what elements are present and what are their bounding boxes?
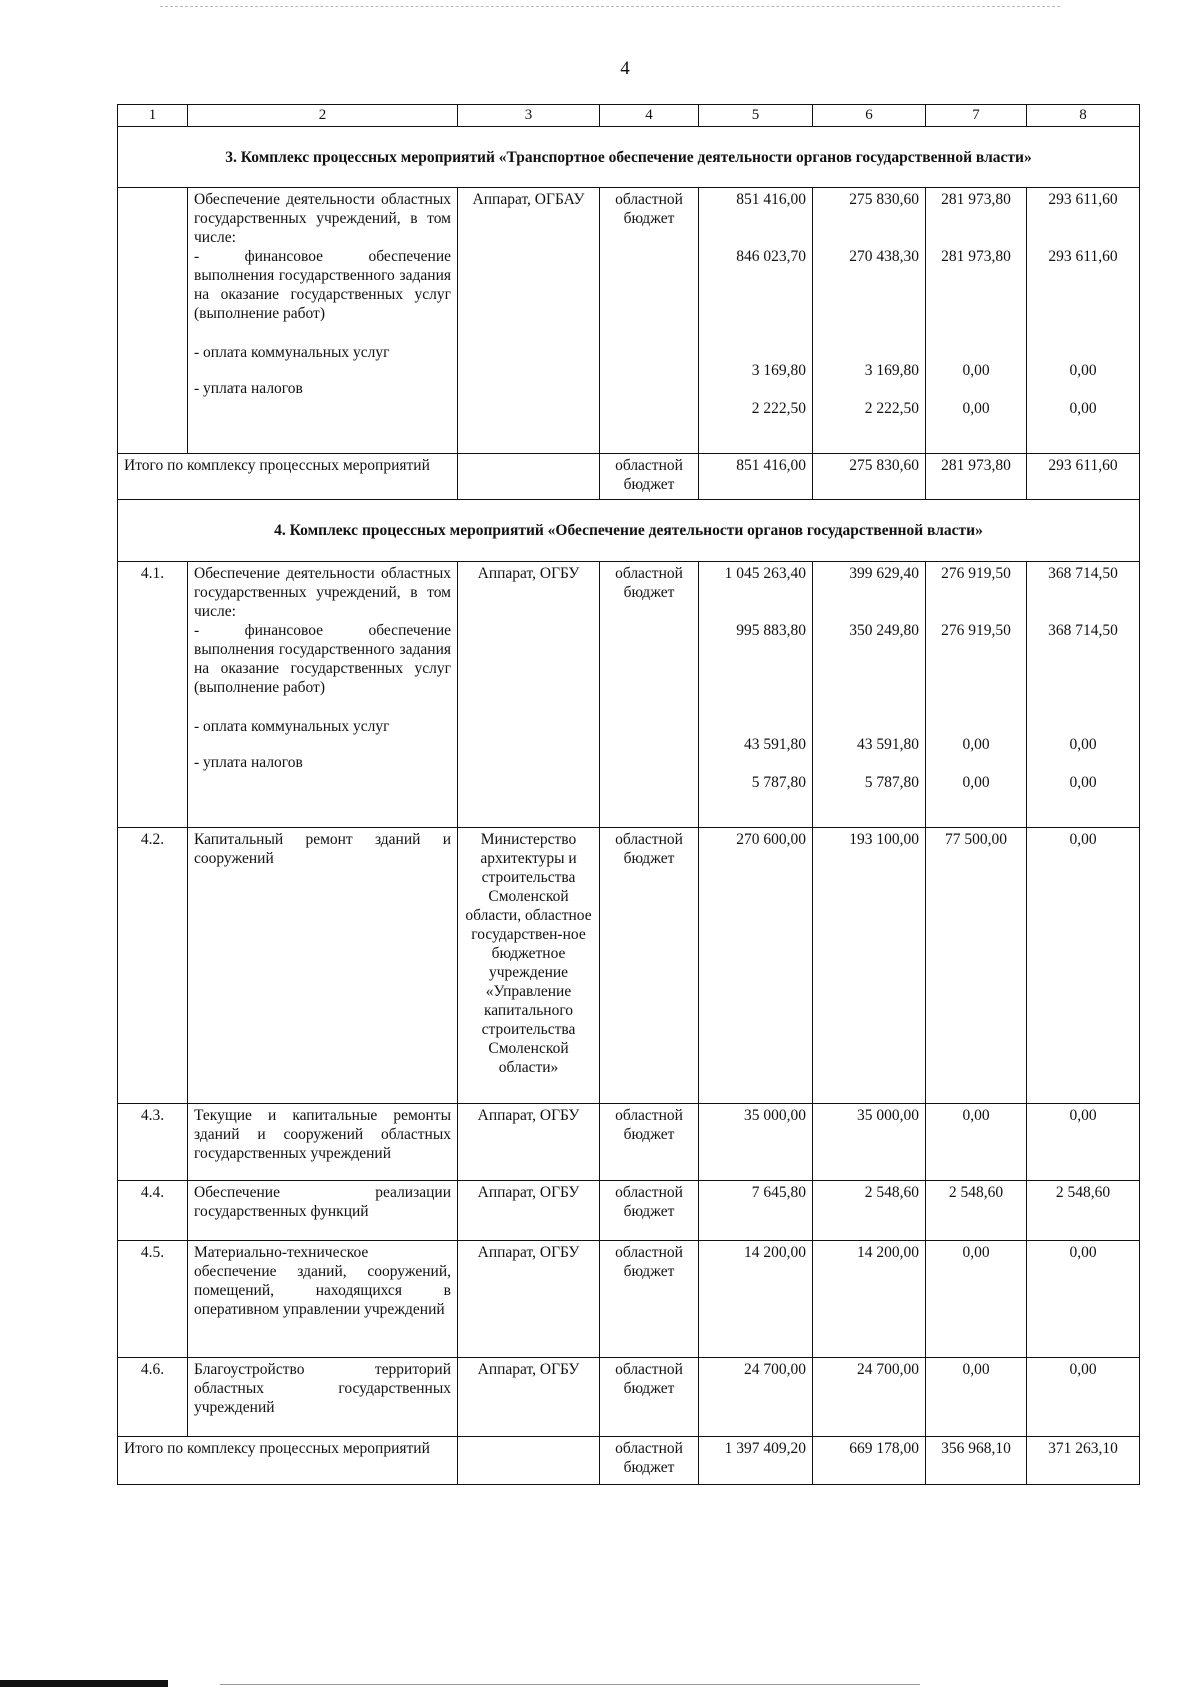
sub-activity-name: - уплата налогов <box>194 754 303 771</box>
sub-activity-name: - оплата коммунальных услуг <box>194 344 390 361</box>
source-cell: областной бюджет <box>600 562 699 828</box>
value-cell: 0,00 <box>1027 1104 1140 1181</box>
total-row <box>118 1437 1140 1485</box>
value-total: 276 919,50 <box>941 565 1011 582</box>
scan-artifact-bar <box>0 1680 168 1687</box>
value-sub: 350 249,80 <box>849 622 919 639</box>
value-total: 1 045 263,40 <box>724 565 806 582</box>
row-number: 4.1. <box>118 562 188 828</box>
value-total: 399 629,40 <box>849 565 919 582</box>
section-3-title: 3. Комплекс процессных мероприятий «Транспортное обеспечение деятельности органов государственной власти» <box>118 127 1140 188</box>
executor-cell: Аппарат, ОГБУ <box>458 1358 600 1437</box>
value-sub: 5 787,80 <box>864 774 919 791</box>
value-cell: 2 548,60 <box>926 1181 1027 1241</box>
source-cell: областной бюджет <box>600 1241 699 1358</box>
value-sub: 281 973,80 <box>941 248 1011 265</box>
executor-cell: Министерство архитектуры и строительства Смоленской области, областное государствен-ное бюджетное учреждение «Управление капитального строительства Смоленской области» <box>458 828 600 1104</box>
row-number: 4.5. <box>118 1241 188 1358</box>
value-sub: 0,00 <box>962 774 990 791</box>
value-sub: 2 222,50 <box>864 400 919 417</box>
budget-table <box>117 104 1140 1485</box>
value-cell-6 <box>813 188 926 454</box>
row-number: 4.2. <box>118 828 188 1104</box>
table-row <box>118 1181 1140 1241</box>
executor-cell: Аппарат, ОГБУ <box>458 1241 600 1358</box>
value-cell: 0,00 <box>1027 828 1140 1104</box>
activity-cell <box>188 188 458 454</box>
value-sub: 368 714,50 <box>1048 622 1118 639</box>
value-sub: 293 611,60 <box>1048 248 1118 265</box>
value-cell: 14 200,00 <box>813 1241 926 1358</box>
value-sub: 0,00 <box>962 362 990 379</box>
value-sub: 0,00 <box>1069 400 1097 417</box>
column-header: 7 <box>926 105 1027 127</box>
empty-cell <box>458 1437 600 1485</box>
value-sub: 276 919,50 <box>941 622 1011 639</box>
value-cell: 193 100,00 <box>813 828 926 1104</box>
table-row <box>118 562 1140 828</box>
section-title-row <box>118 127 1140 188</box>
activity-name: Обеспечение деятельности областных государственных учреждений, в том числе: <box>194 191 451 246</box>
value-sub: 2 222,50 <box>751 400 806 417</box>
value-cell-5 <box>699 188 813 454</box>
column-header: 2 <box>188 105 458 127</box>
sub-activity-name: - оплата коммунальных услуг <box>194 718 390 735</box>
row-number <box>118 188 188 454</box>
row-number: 4.3. <box>118 1104 188 1181</box>
value-cell: 35 000,00 <box>699 1104 813 1181</box>
executor-cell: Аппарат, ОГБАУ <box>458 188 600 454</box>
value-cell: 14 200,00 <box>699 1241 813 1358</box>
total-value: 851 416,00 <box>699 454 813 500</box>
column-header: 3 <box>458 105 600 127</box>
value-cell: 0,00 <box>1027 1358 1140 1437</box>
total-label: Итого по комплексу процессных мероприятий <box>118 454 458 500</box>
value-total: 293 611,60 <box>1048 191 1118 208</box>
value-sub: 995 883,80 <box>736 622 806 639</box>
value-cell: 7 645,80 <box>699 1181 813 1241</box>
value-sub: 0,00 <box>1069 774 1097 791</box>
value-sub: 0,00 <box>962 400 990 417</box>
value-total: 851 416,00 <box>736 191 806 208</box>
total-value: 293 611,60 <box>1027 454 1140 500</box>
column-header: 6 <box>813 105 926 127</box>
column-number-row <box>118 105 1140 127</box>
value-cell: 2 548,60 <box>1027 1181 1140 1241</box>
total-value: 1 397 409,20 <box>699 1437 813 1485</box>
value-sub: 270 438,30 <box>849 248 919 265</box>
activity-name: Обеспечение реализации государственных функций <box>188 1181 458 1241</box>
section-4-title: 4. Комплекс процессных мероприятий «Обеспечение деятельности органов государственной власти» <box>118 500 1140 562</box>
column-header: 4 <box>600 105 699 127</box>
value-sub: 3 169,80 <box>864 362 919 379</box>
sub-activity-name: - уплата налогов <box>194 380 303 397</box>
activity-name: Текущие и капитальные ремонты зданий и сооружений областных государственных учреждений <box>188 1104 458 1181</box>
source-cell: областной бюджет <box>600 828 699 1104</box>
page-number: 4 <box>620 58 630 79</box>
value-cell: 0,00 <box>926 1241 1027 1358</box>
value-sub: 5 787,80 <box>751 774 806 791</box>
source-cell: областной бюджет <box>600 1104 699 1181</box>
total-label: Итого по комплексу процессных мероприятий <box>118 1437 458 1485</box>
total-value: 371 263,10 <box>1027 1437 1140 1485</box>
value-cell-6 <box>813 562 926 828</box>
value-sub: 3 169,80 <box>751 362 806 379</box>
executor-cell: Аппарат, ОГБУ <box>458 1104 600 1181</box>
activity-name: Капитальный ремонт зданий и сооружений <box>188 828 458 1104</box>
sub-activity-name: - финансовое обеспечение выполнения государственного задания на оказание государственных услуг (выполнение работ) <box>194 622 451 696</box>
column-header: 1 <box>118 105 188 127</box>
value-sub: 846 023,70 <box>736 248 806 265</box>
value-cell: 270 600,00 <box>699 828 813 1104</box>
table-row <box>118 1358 1140 1437</box>
value-cell: 35 000,00 <box>813 1104 926 1181</box>
sub-activity-name: - финансовое обеспечение выполнения государственного задания на оказание государственных услуг (выполнение работ) <box>194 248 451 322</box>
activity-name: Материально-техническое обеспечение зданий, сооружений, помещений, находящихся в оперативном управлении учреждений <box>188 1241 458 1358</box>
value-sub: 43 591,80 <box>857 736 919 753</box>
source-cell: областной бюджет <box>600 1358 699 1437</box>
table-row <box>118 188 1140 454</box>
value-cell: 77 500,00 <box>926 828 1027 1104</box>
value-cell: 2 548,60 <box>813 1181 926 1241</box>
source-cell: областной бюджет <box>600 1437 699 1485</box>
value-total: 275 830,60 <box>849 191 919 208</box>
value-sub: 43 591,80 <box>744 736 806 753</box>
value-cell: 0,00 <box>1027 1241 1140 1358</box>
source-cell: областной бюджет <box>600 1181 699 1241</box>
column-header: 5 <box>699 105 813 127</box>
source-cell: областной бюджет <box>600 454 699 500</box>
activity-cell <box>188 562 458 828</box>
empty-cell <box>458 454 600 500</box>
total-value: 669 178,00 <box>813 1437 926 1485</box>
total-value: 356 968,10 <box>926 1437 1027 1485</box>
value-cell: 0,00 <box>926 1358 1027 1437</box>
value-cell: 24 700,00 <box>813 1358 926 1437</box>
executor-cell: Аппарат, ОГБУ <box>458 562 600 828</box>
row-number: 4.6. <box>118 1358 188 1437</box>
total-value: 275 830,60 <box>813 454 926 500</box>
activity-name: Обеспечение деятельности областных государственных учреждений, в том числе: <box>194 565 451 620</box>
executor-cell: Аппарат, ОГБУ <box>458 1181 600 1241</box>
value-cell-8 <box>1027 188 1140 454</box>
table-row <box>118 1241 1140 1358</box>
value-cell: 24 700,00 <box>699 1358 813 1437</box>
table-row <box>118 1104 1140 1181</box>
table-row <box>118 828 1140 1104</box>
section-title-row <box>118 500 1140 562</box>
value-cell-7 <box>926 188 1027 454</box>
value-cell-7 <box>926 562 1027 828</box>
value-cell-5 <box>699 562 813 828</box>
value-total: 281 973,80 <box>941 191 1011 208</box>
value-total: 368 714,50 <box>1048 565 1118 582</box>
total-value: 281 973,80 <box>926 454 1027 500</box>
value-sub: 0,00 <box>1069 362 1097 379</box>
column-header: 8 <box>1027 105 1140 127</box>
row-number: 4.4. <box>118 1181 188 1241</box>
value-sub: 0,00 <box>1069 736 1097 753</box>
value-cell: 0,00 <box>926 1104 1027 1181</box>
source-cell: областной бюджет <box>600 188 699 454</box>
value-sub: 0,00 <box>962 736 990 753</box>
scan-artifact-line <box>220 1684 920 1685</box>
activity-name: Благоустройство территорий областных государственных учреждений <box>188 1358 458 1437</box>
scan-artifact-line <box>160 6 1060 7</box>
total-row <box>118 454 1140 500</box>
value-cell-8 <box>1027 562 1140 828</box>
